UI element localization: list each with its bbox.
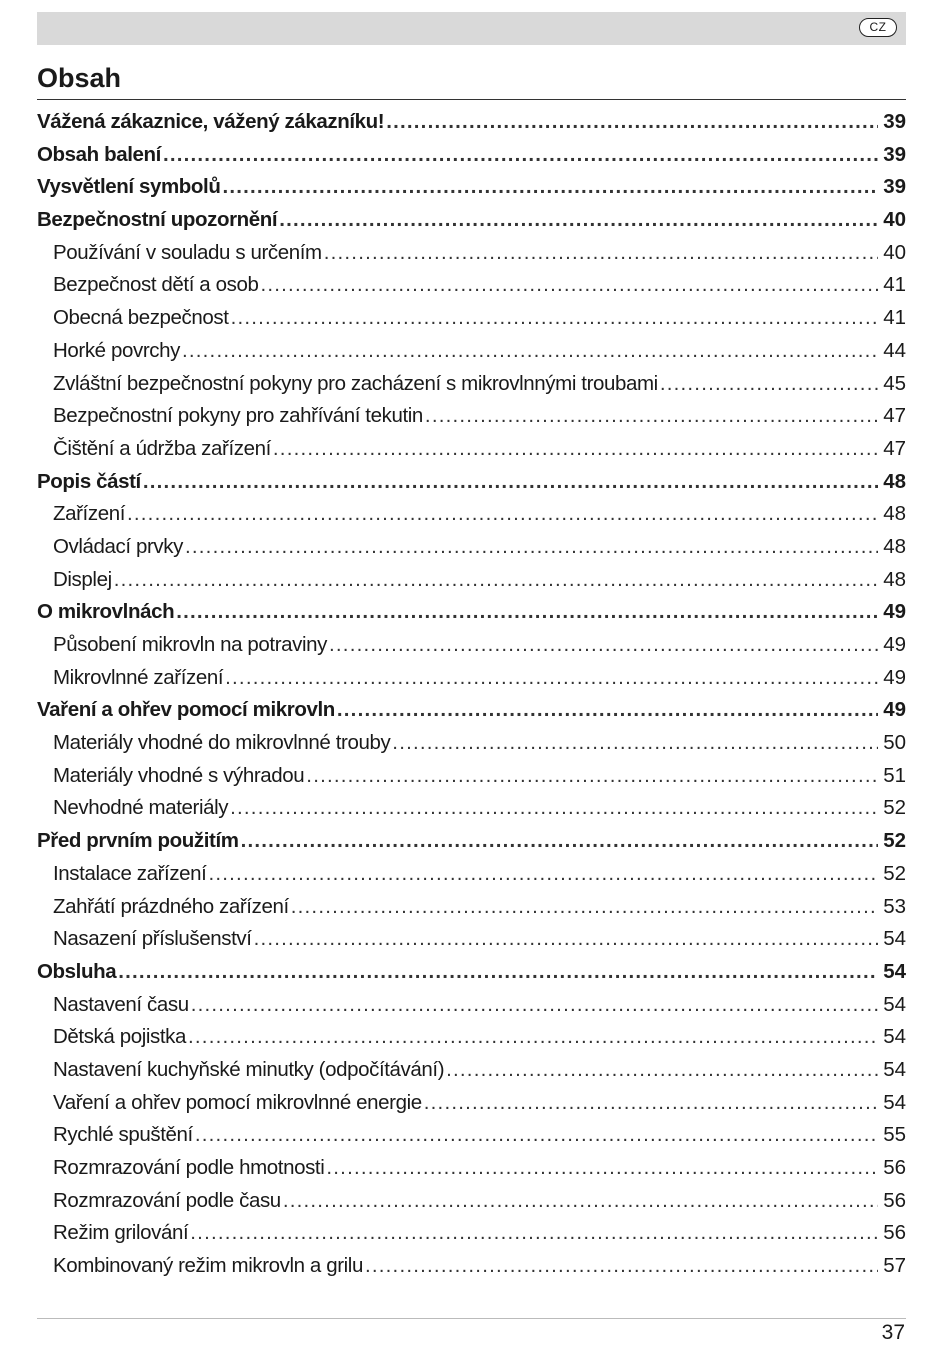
- toc-subsection-entry[interactable]: [37, 302, 906, 335]
- toc-section-entry[interactable]: [37, 106, 906, 139]
- toc-entry-page: 51: [883, 763, 906, 787]
- toc-entry-page: 49: [883, 600, 906, 624]
- toc-dot-leader: [660, 368, 878, 401]
- toc-entry-page: 40: [883, 208, 906, 232]
- toc-entry-label: Ovládací prvky: [53, 534, 183, 558]
- toc-dot-leader: [230, 792, 878, 825]
- toc-subsection-entry[interactable]: [37, 237, 906, 270]
- toc-entry-label: Vaření a ohřev pomocí mikrovln: [37, 698, 335, 722]
- toc-entry-label: Rychlé spuštění: [53, 1123, 193, 1147]
- toc-dot-leader: [365, 1250, 878, 1283]
- toc-subsection-entry[interactable]: [37, 858, 906, 891]
- toc-section-entry[interactable]: [37, 139, 906, 172]
- toc-subsection-entry[interactable]: [37, 989, 906, 1022]
- toc-entry-page: 54: [883, 1090, 906, 1114]
- toc-subsection-entry[interactable]: [37, 1250, 906, 1283]
- toc-dot-leader: [324, 237, 878, 270]
- toc-entry-label: Nastavení kuchyňské minutky (odpočítávání): [53, 1057, 445, 1081]
- toc-section-entry[interactable]: [37, 171, 906, 204]
- toc-dot-leader: [446, 1054, 878, 1087]
- page-title: Obsah: [37, 63, 122, 93]
- toc-entry-label: Obsah balení: [37, 142, 161, 166]
- toc-dot-leader: [222, 171, 878, 204]
- toc-entry-label: O mikrovlnách: [37, 600, 175, 624]
- toc-entry-label: Vysvětlení symbolů: [37, 175, 221, 199]
- toc-section-entry[interactable]: [37, 825, 906, 858]
- header-bar: [37, 12, 906, 45]
- toc-entry-label: Zahřátí prázdného zařízení: [53, 894, 289, 918]
- toc-entry-label: Obecná bezpečnost: [53, 306, 229, 330]
- toc-entry-page: 48: [883, 534, 906, 558]
- toc-subsection-entry[interactable]: [37, 891, 906, 924]
- toc-entry-label: Zařízení: [53, 502, 125, 526]
- toc-dot-leader: [143, 466, 878, 499]
- toc-entry-label: Nastavení času: [53, 992, 189, 1016]
- toc-entry-label: Bezpečnost dětí a osob: [53, 273, 259, 297]
- toc-entry-label: Dětská pojistka: [53, 1025, 187, 1049]
- toc-entry-label: Materiály vhodné do mikrovlnné trouby: [53, 731, 391, 755]
- toc-subsection-entry[interactable]: [37, 1217, 906, 1250]
- toc-entry-label: Kombinovaný režim mikrovln a grilu: [53, 1254, 363, 1278]
- toc-section-entry[interactable]: [37, 694, 906, 727]
- toc-entry-page: 48: [883, 469, 906, 493]
- toc-entry-label: Rozmrazování podle hmotnosti: [53, 1156, 325, 1179]
- toc-entry-page: 48: [883, 502, 906, 526]
- toc-entry-page: 56: [883, 1188, 906, 1212]
- toc-dot-leader: [273, 433, 878, 466]
- toc-subsection-entry[interactable]: [37, 564, 906, 597]
- table-of-contents: [37, 106, 906, 1283]
- toc-entry-label: Obsluha: [37, 959, 117, 983]
- toc-dot-leader: [254, 923, 878, 956]
- toc-entry-label: Vaření a ohřev pomocí mikrovlnné energie: [53, 1090, 422, 1114]
- toc-entry-page: 41: [883, 306, 906, 330]
- toc-entry-page: 52: [883, 829, 906, 853]
- toc-entry-label: Působení mikrovln na potraviny: [53, 633, 328, 656]
- toc-subsection-entry[interactable]: [37, 531, 906, 564]
- toc-entry-label: Zvláštní bezpečnostní pokyny pro zacházení s mikrovlnnými troubami: [53, 371, 658, 395]
- toc-subsection-entry[interactable]: [37, 368, 906, 401]
- toc-subsection-entry[interactable]: [37, 727, 906, 760]
- toc-entry-label: Bezpečnostní pokyny pro zahřívání tekutin: [53, 404, 423, 428]
- toc-dot-leader: [182, 335, 878, 368]
- toc-entry-label: Nevhodné materiály: [53, 796, 229, 820]
- toc-entry-page: 49: [883, 698, 906, 722]
- toc-entry-page: 39: [883, 175, 906, 199]
- toc-dot-leader: [231, 302, 878, 335]
- toc-dot-leader: [425, 400, 878, 433]
- toc-dot-leader: [195, 1119, 878, 1152]
- toc-entry-page: 41: [883, 273, 906, 297]
- toc-entry-page: 49: [883, 633, 906, 656]
- toc-entry-page: 54: [883, 927, 906, 951]
- toc-entry-page: 54: [883, 959, 906, 983]
- toc-entry-label: Používání v souladu s určením: [53, 240, 322, 264]
- toc-entry-page: 47: [883, 404, 906, 428]
- toc-entry-label: Režim grilování: [53, 1221, 189, 1245]
- toc-subsection-entry[interactable]: [37, 1054, 906, 1087]
- toc-entry-page: 39: [883, 142, 906, 166]
- toc-section-entry[interactable]: [37, 466, 906, 499]
- toc-entry-page: 52: [883, 796, 906, 820]
- toc-subsection-entry[interactable]: [37, 760, 906, 793]
- toc-entry-page: 53: [883, 894, 906, 918]
- toc-dot-leader: [326, 1152, 878, 1185]
- toc-subsection-entry[interactable]: [37, 662, 906, 695]
- toc-entry-label: Vážená zákaznice, vážený zákazníku!: [37, 110, 385, 133]
- toc-entry-page: 57: [883, 1254, 906, 1278]
- toc-dot-leader: [260, 269, 878, 302]
- toc-entry-page: 56: [883, 1156, 906, 1179]
- toc-subsection-entry[interactable]: [37, 1185, 906, 1218]
- toc-dot-leader: [118, 956, 878, 989]
- toc-dot-leader: [176, 596, 878, 629]
- toc-dot-leader: [386, 106, 878, 139]
- toc-section-entry[interactable]: [37, 204, 906, 237]
- toc-subsection-entry[interactable]: [37, 335, 906, 368]
- toc-entry-page: 47: [883, 436, 906, 460]
- language-badge: CZ: [859, 18, 897, 37]
- toc-dot-leader: [225, 662, 878, 695]
- toc-subsection-entry[interactable]: [37, 792, 906, 825]
- toc-subsection-entry[interactable]: [37, 433, 906, 466]
- toc-entry-page: 52: [883, 861, 906, 885]
- toc-entry-page: 39: [883, 110, 906, 133]
- toc-subsection-entry[interactable]: [37, 1119, 906, 1152]
- toc-entry-page: 54: [883, 1025, 906, 1049]
- toc-dot-leader: [114, 564, 878, 597]
- toc-dot-leader: [291, 891, 878, 924]
- toc-entry-label: Instalace zařízení: [53, 861, 207, 885]
- toc-entry-label: Horké povrchy: [53, 338, 180, 362]
- toc-subsection-entry[interactable]: [37, 923, 906, 956]
- toc-subsection-entry[interactable]: [37, 1152, 906, 1185]
- toc-dot-leader: [329, 629, 878, 662]
- toc-dot-leader: [424, 1087, 878, 1120]
- toc-dot-leader: [188, 1021, 878, 1054]
- title-divider: [37, 99, 906, 100]
- toc-subsection-entry[interactable]: [37, 629, 906, 662]
- toc-entry-page: 49: [883, 665, 906, 689]
- toc-dot-leader: [283, 1185, 878, 1218]
- toc-entry-page: 44: [883, 338, 906, 362]
- toc-dot-leader: [279, 204, 878, 237]
- toc-entry-label: Před prvním použitím: [37, 829, 239, 853]
- toc-section-entry[interactable]: [37, 956, 906, 989]
- toc-entry-label: Displej: [53, 567, 112, 591]
- toc-subsection-entry[interactable]: [37, 1087, 906, 1120]
- toc-entry-page: 56: [883, 1221, 906, 1245]
- toc-entry-page: 54: [883, 992, 906, 1016]
- toc-entry-label: Čištění a údržba zařízení: [53, 436, 271, 460]
- toc-entry-page: 55: [883, 1123, 906, 1147]
- toc-dot-leader: [127, 498, 878, 531]
- toc-dot-leader: [190, 1217, 878, 1250]
- toc-entry-label: Rozmrazování podle času: [53, 1188, 281, 1212]
- footer-divider: [37, 1318, 906, 1319]
- toc-entry-page: 50: [883, 731, 906, 755]
- toc-dot-leader: [208, 858, 878, 891]
- toc-subsection-entry[interactable]: [37, 498, 906, 531]
- toc-entry-page: 40: [883, 240, 906, 264]
- toc-entry-label: Nasazení příslušenství: [53, 927, 252, 951]
- toc-entry-page: 48: [883, 567, 906, 591]
- toc-dot-leader: [185, 531, 878, 564]
- toc-dot-leader: [241, 825, 878, 858]
- toc-dot-leader: [306, 760, 878, 793]
- toc-entry-label: Popis částí: [37, 469, 141, 493]
- toc-entry-label: Bezpečnostní upozornění: [37, 208, 278, 232]
- toc-subsection-entry[interactable]: [37, 269, 906, 302]
- toc-dot-leader: [191, 989, 878, 1022]
- toc-dot-leader: [392, 727, 878, 760]
- toc-entry-label: Materiály vhodné s výhradou: [53, 763, 305, 787]
- toc-entry-label: Mikrovlnné zařízení: [53, 665, 224, 689]
- toc-entry-page: 45: [883, 371, 906, 395]
- toc-dot-leader: [337, 694, 878, 727]
- toc-entry-page: 54: [883, 1057, 906, 1081]
- toc-dot-leader: [163, 139, 878, 172]
- toc-section-entry[interactable]: [37, 596, 906, 629]
- toc-subsection-entry[interactable]: [37, 400, 906, 433]
- page-number: 37: [881, 1321, 905, 1344]
- toc-subsection-entry[interactable]: [37, 1021, 906, 1054]
